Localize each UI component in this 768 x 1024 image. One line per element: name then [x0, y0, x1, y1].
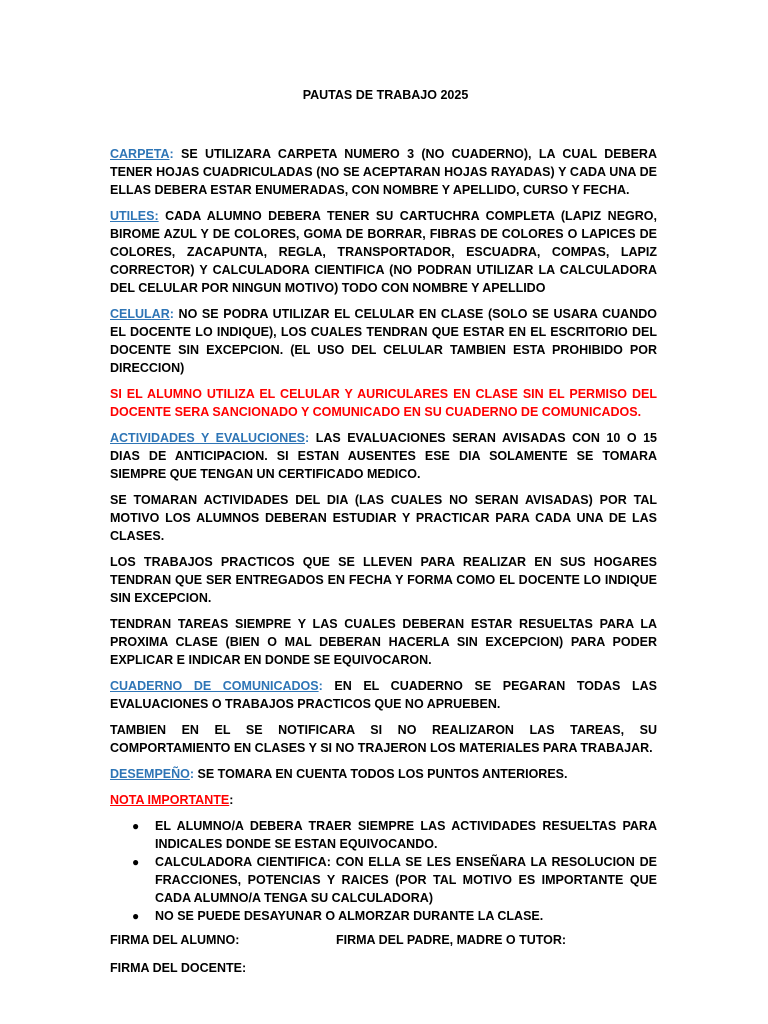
desempeno-text: SE TOMARA EN CUENTA TODOS LOS PUNTOS ANTERIORES. [194, 767, 568, 781]
cuaderno-paragraph [110, 677, 657, 713]
signature-row-1 [110, 931, 657, 949]
utiles-paragraph [110, 207, 657, 297]
nota-list [110, 817, 657, 925]
nota-label: NOTA IMPORTANTE [110, 793, 230, 807]
utiles-heading: UTILES: [110, 209, 159, 223]
firma-docente-label: FIRMA DEL DOCENTE: [110, 961, 247, 975]
desempeno-paragraph [110, 765, 657, 783]
nota-item-text: NO SE PUEDE DESAYUNAR O ALMORZAR DURANTE LA CLASE. [155, 909, 544, 923]
nota-paragraph [110, 791, 657, 809]
cuaderno-heading: CUADERNO DE COMUNICADOS [110, 679, 319, 693]
celular-heading-sep: : [169, 307, 174, 321]
carpeta-heading: CARPETA [110, 147, 170, 161]
notificar-paragraph: TAMBIEN EN EL SE NOTIFICARA SI NO REALIZARON LAS TAREAS, SU COMPORTAMIENTO EN CLASES Y SI NO TRAJERON LOS MATERIALES PARA TRABAJAR. [110, 723, 657, 755]
carpeta-heading-sep: : [169, 147, 174, 161]
list-item [110, 817, 657, 853]
signature-row-2 [110, 959, 657, 977]
bullet-icon: ● [132, 855, 140, 869]
actividades-heading-sep: : [305, 431, 310, 445]
actividades-text: LAS EVALUACIONES SERAN AVISADAS CON 10 O 15 DIAS DE ANTICIPACION. SI ESTAN AUSENTES ESE DIA SOLAMENTE SE TOMARA SIEMPRE QUE TENGAN UN CERTIFICADO MEDICO. [110, 431, 657, 481]
celular-paragraph [110, 305, 657, 377]
bullet-icon: ● [132, 819, 140, 833]
nota-item-text: EL ALUMNO/A DEBERA TRAER SIEMPRE LAS ACTIVIDADES RESUELTAS PARA INDICALES DONDE SE ESTAN EQUIVOCANDO. [155, 819, 657, 851]
trabajos-paragraph: LOS TRABAJOS PRACTICOS QUE SE LLEVEN PARA REALIZAR EN SUS HOGARES TENDRAN QUE SER ENTREGADOS EN FECHA Y FORMA COMO EL DOCENTE LO INDIQUE SIN EXCEPCION. [110, 555, 657, 605]
nota-sep: : [229, 793, 234, 807]
bullet-icon: ● [132, 909, 140, 923]
desempeno-heading: DESEMPEÑO [110, 767, 190, 781]
list-item [110, 853, 657, 907]
celular-text: NO SE PODRA UTILIZAR EL CELULAR EN CLASE (SOLO SE USARA CUANDO EL DOCENTE LO INDIQUE), LOS CUALES TENDRAN QUE ESTAR EN EL ESCRITORIO DEL DOCENTE SIN EXCEPCION. (EL USO DEL CELULAR TAMBIEN ESTA PROHIBIDO POR DIRECCION) [110, 307, 657, 375]
actividades-paragraph [110, 429, 657, 483]
actividades-dia-paragraph: SE TOMARAN ACTIVIDADES DEL DIA (LAS CUALES NO SERAN AVISADAS) POR TAL MOTIVO LOS ALUMNOS DEBERAN ESTUDIAR Y PRACTICAR PARA CADA UNA DE LAS CLASES. [110, 493, 657, 543]
nota-item-text: CALCULADORA CIENTIFICA: CON ELLA SE LES ENSEÑARA LA RESOLUCION DE FRACCIONES, POTENCIAS Y RAICES (POR TAL MOTIVO ES IMPORTANTE QUE CADA ALUMNO/A TENGA SU CALCULADORA) [155, 855, 657, 905]
celular-warning: SI EL ALUMNO UTILIZA EL CELULAR Y AURICULARES EN CLASE SIN EL PERMISO DEL DOCENTE SERA SANCIONADO Y COMUNICADO EN SU CUADERNO DE COMUNICADOS. [110, 387, 657, 419]
carpeta-paragraph [110, 145, 657, 199]
document-title: PAUTAS DE TRABAJO 2025 [302, 88, 469, 102]
firma-padre-label: FIRMA DEL PADRE, MADRE O TUTOR: [336, 933, 567, 947]
cuaderno-text: EN EL CUADERNO SE PEGARAN TODAS LAS EVALUACIONES O TRABAJOS PRACTICOS QUE NO APRUEBEN. [110, 679, 657, 711]
actividades-heading: ACTIVIDADES Y EVALUCIONES [110, 431, 306, 445]
list-item [110, 907, 657, 925]
utiles-text: CADA ALUMNO DEBERA TENER SU CARTUCHRA COMPLETA (LAPIZ NEGRO, BIROME AZUL Y DE COLORES, GOMA DE BORRAR, FIBRAS DE COLORES O LAPICES DE COLORES, ZACAPUNTA, REGLA, TRANSPORTADOR, ESCUADRA, COMPAS, LAPIZ CORRECTOR) Y CALCULADORA CIENTIFICA (NO PODRAN UTILIZAR LA CALCULADORA DEL CELULAR POR NINGUN MOTIVO) TODO CON NOMBRE Y APELLIDO [110, 209, 657, 295]
firma-alumno-label: FIRMA DEL ALUMNO: [110, 933, 240, 947]
carpeta-text: SE UTILIZARA CARPETA NUMERO 3 (NO CUADERNO), LA CUAL DEBERA TENER HOJAS CUADRICULADAS (NO SE ACEPTARAN HOJAS RAYADAS) Y CADA UNA DE ELLAS DEBERA ESTAR ENUMERADAS, CON NOMBRE Y APELLIDO, CURSO Y FECHA. [110, 147, 657, 197]
cuaderno-heading-sep: : [318, 679, 323, 693]
desempeno-heading-sep: : [189, 767, 195, 781]
tareas-paragraph: TENDRAN TAREAS SIEMPRE Y LAS CUALES DEBERAN ESTAR RESUELTAS PARA LA PROXIMA CLASE (BIEN O MAL DEBERAN HACERLA SIN EXCEPCION) PARA PODER EXPLICAR E INDICAR EN DONDE SE EQUIVOCARON. [110, 617, 657, 667]
celular-heading: CELULAR [110, 307, 170, 321]
